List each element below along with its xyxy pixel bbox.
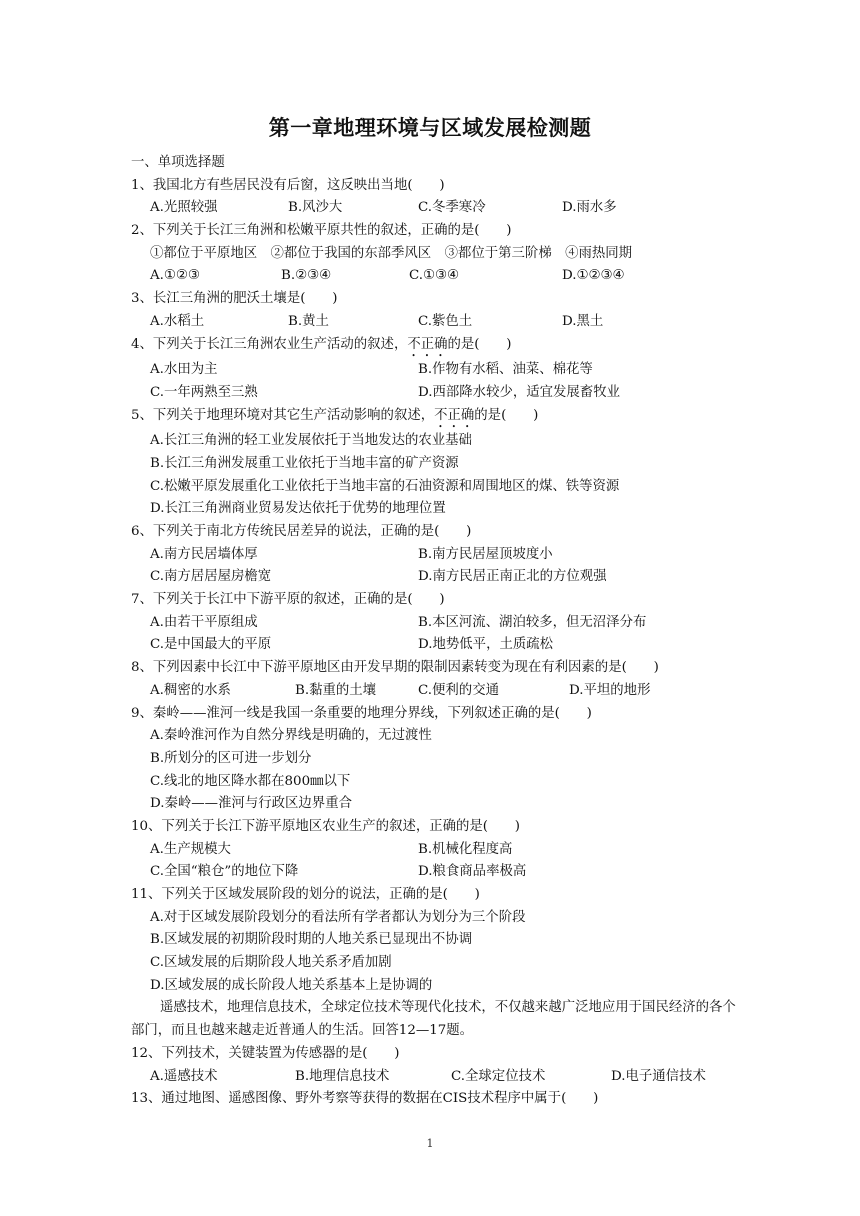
option: A.南方民居墙体厚 [150,546,258,562]
option: D.粮食商品率极高 [418,864,527,880]
option: D.黑土 [562,313,604,329]
reading-passage: 遥感技术，地理信息技术，全球定位技术等现代化技术，不仅越来越广泛地应用于国民经济的各个部门，而且也越来越走近普通人的生活。回答12—17题。 [131,1000,736,1039]
question-3-stem: 3、长江三角洲的肥沃土壤是( ) [131,291,338,307]
option: C.①③④ [409,268,460,284]
question-2-options [131,265,741,288]
question-4-options-row-2 [131,382,741,405]
option: D.地势低平，土质疏松 [418,637,554,653]
option: B.作物有水稻、油菜、棉花等 [418,362,593,378]
question-6-options-row-1 [131,544,741,567]
document-title: 第一章地理环境与区域发展检测题 [268,116,592,140]
option: D.区域发展的成长阶段人地关系基本上是协调的 [150,977,433,993]
question-4-stem: 4、下列关于长江三角洲农业生产活动的叙述，不正确的是( ) [131,336,512,352]
question-3-options [131,311,741,334]
option: B.长江三角洲发展重工业依托于当地丰富的矿产资源 [150,455,459,471]
option: A.长江三角洲的轻工业发展依托于当地发达的农业基础 [150,433,472,449]
option: C.是中国最大的平原 [150,637,272,653]
question-1-options [131,197,741,220]
option: A.水稻土 [150,313,205,329]
section-heading: 一、单项选择题 [131,155,225,170]
question-list [131,152,741,1111]
question-2-stem: 2、下列关于长江三角洲和松嫩平原共性的叙述，正确的是( ) [131,223,512,239]
option: B.地理信息技术 [295,1068,390,1084]
option: A.对于区域发展阶段划分的看法所有学者都认为划分为三个阶段 [150,909,526,925]
question-10-stem: 10、下列关于长江下游平原地区农业生产的叙述，正确的是( ) [131,818,521,834]
option: A.秦岭淮河作为自然分界线是明确的，无过渡性 [150,728,432,744]
question-2-statements: ①都位于平原地区 ②都位于我国的东部季风区 ③都位于第三阶梯 ④雨热同期 [150,245,633,261]
option: C.紫色土 [418,313,473,329]
option: D.①②③④ [562,268,625,284]
emphasis-text: 不正确 [434,407,475,423]
option: B.黄土 [288,313,329,329]
option: B.本区河流、湖泊较多，但无沼泽分布 [418,614,647,630]
question-4-options-row-1 [131,359,741,382]
question-13-stem: 13、通过地图、遥感图像、野外考察等获得的数据在CIS技术程序中属于( ) [131,1091,599,1107]
option: A.光照较强 [150,200,218,216]
option: C.区域发展的后期阶段人地关系矛盾加剧 [150,955,392,971]
question-7-stem: 7、下列关于长江中下游平原的叙述，正确的是( ) [131,592,445,608]
option: A.水田为主 [150,362,218,378]
option: A.稠密的水系 [150,682,231,698]
option: B.区域发展的初期阶段时期的人地关系已显现出不协调 [150,932,473,948]
option: C.松嫩平原发展重化工业依托于当地丰富的石油资源和周围地区的煤、铁等资源 [150,478,620,494]
option: B.机械化程度高 [418,841,513,857]
option: A.遥感技术 [150,1068,218,1084]
question-7-options-row-2 [131,634,741,657]
question-8-stem: 8、下列因素中长江中下游平原地区由开发早期的限制因素转变为现在有利因素的是( ) [131,660,659,676]
option: C.南方居居屋房檐宽 [150,569,272,585]
question-8-options [131,680,741,703]
option: B.黏重的土壤 [295,682,377,698]
question-7-options-row-1 [131,612,741,635]
option: C.一年两熟至三熟 [150,384,258,400]
option: B.风沙大 [288,200,343,216]
question-5-stem: 5、下列关于地理环境对其它生产活动影响的叙述，不正确的是( ) [131,407,539,423]
question-12-stem: 12、下列技术，关键装置为传感器的是( ) [131,1045,400,1061]
option: A.由若干平原组成 [150,614,258,630]
question-9-stem: 9、秦岭——淮河一线是我国一条重要的地理分界线，下列叙述正确的是( ) [131,705,592,721]
option: D.西部降水较少，适宜发展畜牧业 [418,384,620,400]
option: C.冬季寒冷 [418,200,486,216]
option: D.长江三角洲商业贸易发达依托于优势的地理位置 [150,501,446,517]
option: B.②③④ [281,268,332,284]
option: C.全国“粮仓”的地位下降 [150,864,299,880]
question-6-stem: 6、下列关于南北方传统民居差异的说法，正确的是( ) [131,524,472,539]
option: D.雨水多 [562,200,617,216]
option: D.秦岭——淮河与行政区边界重合 [150,796,352,812]
question-1-stem: 1、我国北方有些居民没有后窗，这反映出当地( ) [131,177,445,193]
question-6-options-row-2 [131,566,741,589]
option: B.南方民居屋顶坡度小 [418,546,553,562]
option: A.生产规模大 [150,841,231,857]
option: B.所划分的区可进一步划分 [150,750,312,766]
option: C.线北的地区降水都在800㎜以下 [150,773,351,789]
question-10-options-row-2 [131,861,741,884]
option: D.平坦的地形 [569,682,651,698]
option: D.南方民居正南正北的方位观强 [418,569,607,585]
option: C.全球定位技术 [451,1068,546,1084]
option: A.①②③ [150,268,200,284]
page-number: 1 [426,1137,434,1150]
emphasis-text: 不正确 [407,336,448,352]
question-10-options-row-1 [131,839,741,862]
option: D.电子通信技术 [611,1068,706,1084]
question-11-stem: 11、下列关于区域发展阶段的划分的说法，正确的是( ) [131,887,480,902]
question-12-options [131,1066,741,1089]
option: C.便利的交通 [418,682,499,698]
